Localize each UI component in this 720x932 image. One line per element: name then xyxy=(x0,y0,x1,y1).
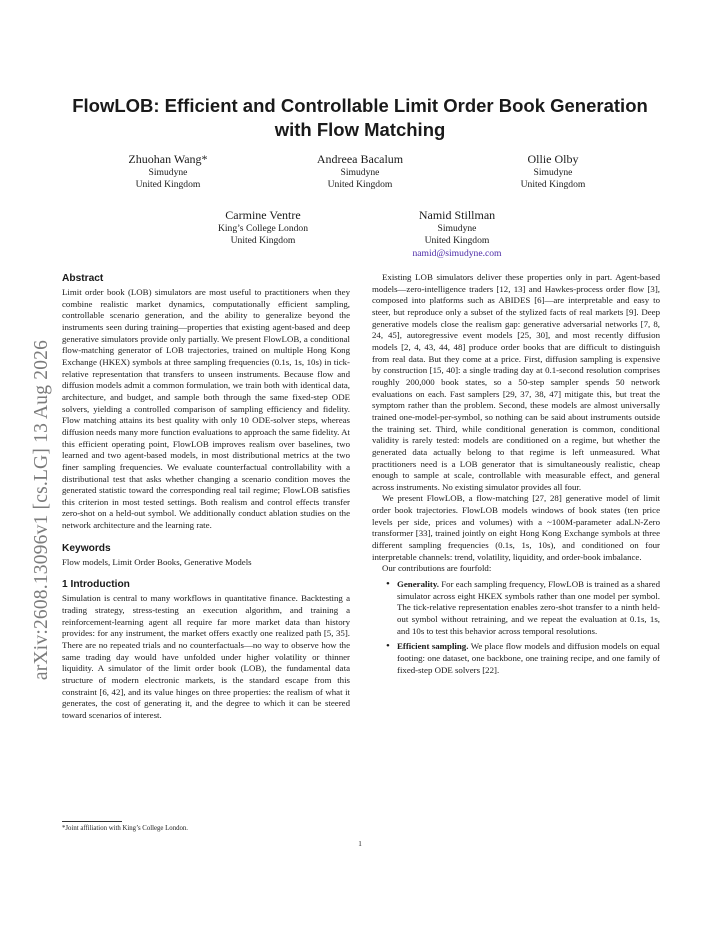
footnote: *Joint affiliation with King’s College London. xyxy=(62,825,188,832)
bullet-lead: Efficient sampling. xyxy=(397,641,469,652)
author-country: United Kingdom xyxy=(230,235,296,247)
author-block xyxy=(280,152,440,192)
abstract-heading: Abstract xyxy=(62,273,104,284)
keywords-heading: Keywords xyxy=(62,542,111,554)
left-column xyxy=(62,272,350,722)
author-country: United Kingdom xyxy=(327,179,393,191)
abstract-text: Limit order book (LOB) simulators are most useful to practitioners when they combine realistic market dynamics, computationally efficient sampling, controllable scenario generation, and the ability to generalize beyond the instruments seen during training—properties that existing agent-based and deep generative simulators provide only partially. We present FlowLOB, a conditional flow-matching generator of LOB trajectories, trained on multiple Hong Kong Exchange (HKEX) symbols at three sampling frequencies (0.1s, 1s, 10s) in tick-relative representation that transfers to unseen instruments. Because flow and diffusion models admit a common formulation, we train both with identical data, architecture, and budget, and sample both through the same fixed-step ODE solvers, yielding a controlled comparison of sampling efficiency and fidelity. Flow matching attains its best quality with only 10 ODE-solver steps, whereas diffusion needs many more function evaluations to approach the same fidelity. At this efficient operating point, FlowLOB improves realism over baselines, two learned and two agent-based models, in most distributional metrics at the two finer sampling frequencies. We evaluate counterfactual controllability with a distributional test that asks whether changing a scenario condition moves the generated statistic toward the corresponding real tail regime; FlowLOB satisfies this criterion in most tested settings. Both realism and control effects transfer zero-shot on a held-out symbol. We additionally conduct ablation studies on the network architecture and the learning rate. xyxy=(62,287,350,531)
contribution-bullet xyxy=(397,579,660,637)
author-name: Carmine Ventre xyxy=(225,208,301,222)
keywords-text: Flow models, Limit Order Books, Generative Models xyxy=(62,556,252,567)
author-block xyxy=(377,208,537,260)
author-block xyxy=(183,208,343,248)
author-email-link[interactable]: namid@simudyne.com xyxy=(412,247,502,259)
intro-paragraph-3: We present FlowLOB, a flow-matching [27, 28] generative model of limit order book trajectories. FlowLOB models windows of book states (ten price levels per side, prices and volumes) with a ~100M-parameter adaLN-Zero transformer [33], trained jointly on eight Hong Kong Exchange symbols at three different sampling frequencies (0.1s, 1s, 10s), and conditioned on four interpretable channels: trend, volatility, liquidity, and order-book imbalance. xyxy=(372,493,660,562)
author-country: United Kingdom xyxy=(135,179,201,191)
footnote-rule xyxy=(62,821,122,822)
contribution-bullet xyxy=(397,641,660,676)
right-column xyxy=(372,272,660,676)
author-name: Andreea Bacalum xyxy=(316,152,404,166)
bullet-lead: Generality. xyxy=(397,579,439,590)
author-country: United Kingdom xyxy=(424,235,490,247)
arxiv-identifier: arXiv:2608.13096v1 [cs.LG] 13 Aug 2026 xyxy=(31,339,52,681)
intro-paragraph-4: Our contributions are fourfold: xyxy=(382,563,492,574)
author-affiliation: Simudyne xyxy=(148,167,188,178)
bullet-text: For each sampling frequency, FlowLOB is trained as a shared simulator across eight HKEX symbols rather than one model per symbol. The tick-relative representation enables zero-shot transfer to a ninth held-out symbol without retraining, and we repeat the evaluation at 0.1s, 1s, and 10s to test this behavior across temporal resolutions. xyxy=(397,579,660,636)
author-affiliation: King’s College London xyxy=(217,223,309,234)
author-name: Ollie Olby xyxy=(527,152,579,166)
author-block xyxy=(88,152,248,192)
author-affiliation: Simudyne xyxy=(437,223,477,234)
bullet-text: We place flow models and diffusion models on equal footing: one dataset, one backbone, one training recipe, and one family of fixed-step ODE solvers [22]. xyxy=(397,641,660,675)
page-number: 1 xyxy=(358,840,362,848)
paper-title: FlowLOB: Efficient and Controllable Limit Order Book Generation with Flow Matching xyxy=(72,95,648,140)
author-block xyxy=(473,152,633,192)
intro-paragraph-2: Existing LOB simulators deliver these properties only in part. Agent-based models—zero-intelligence traders [12, 13] and Hawkes-process order flow [3], composed into platforms such as ABIDES [6]—are interpretable and easy to steer, but reproduce only a subset of the stylized facts of real markets [9]. Deep generative models close the realism gap: generative adversarial networks [7, 8, 24, 45], autoregressive event models [25, 30], and most recently diffusion models [2, 4, 43, 44, 48] produce order books that are difficult to distinguish from real data. But they come at a price. First, diffusion sampling is expensive by construction [15, 40]: a single trading day at 0.1-second resolution comprises roughly 200,000 book states, so a 50-step sampler spends 50 network evaluations on each. Fast samplers [29, 37, 38, 47] mitigate this, but treat the symptom rather than the problem. Second, these models are almost universally trained one-model-per-symbol, so nothing can be said about instruments outside the training set. Third, while conditional generation is common, conditional validity is rarely tested: models are conditioned on a regime, but whether the generated data actually belong to that regime is left unmeasured. What practitioners need is a LOB generator that is simultaneously realistic, cheap enough to sample at scale, controllable with measurable effect, and general across instruments. No existing simulator provides all four. xyxy=(372,272,660,492)
author-affiliation: Simudyne xyxy=(340,167,380,178)
author-affiliation: Simudyne xyxy=(533,167,573,178)
intro-paragraph-1: Simulation is central to many workflows in quantitative finance. Backtesting a trading strategy, stress-testing an execution algorithm, and training a reinforcement-learning agent all require far more market data than history provides: for any instrument, the market offers exactly one realized path [5, 35]. There are no repeated trials and no counterfactuals—no way to observe how the same trading day would have unfolded under higher volatility or thinner liquidity. A simulator of the limit order book (LOB), the fundamental data structure of modern electronic markets, is the standard escape from this constraint [6, 42], and its value hinges on three properties: the realism of what it generates, the cost of generating it, and the degree to which it can be steered toward scenarios of interest. xyxy=(62,593,350,720)
author-name: Zhuohan Wang* xyxy=(128,152,208,166)
introduction-heading: 1 Introduction xyxy=(62,579,130,591)
author-country: United Kingdom xyxy=(520,179,586,191)
author-name: Namid Stillman xyxy=(418,208,496,222)
